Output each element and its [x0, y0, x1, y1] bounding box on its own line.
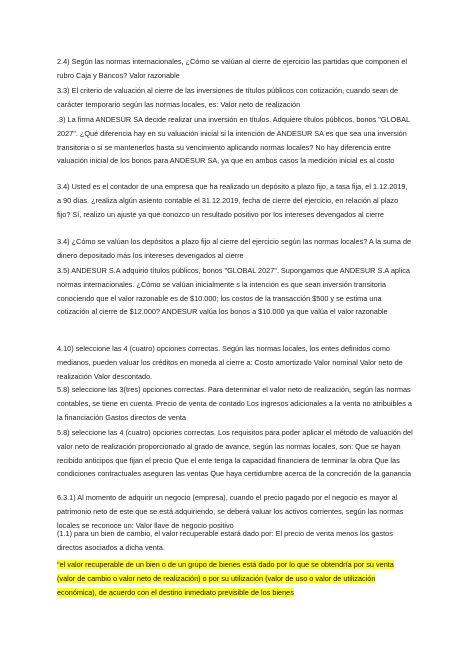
paragraph-3-3: 3.3) El criterio de valuación al cierre de las inversiones de títulos públicos con cotización, cuando sean de carácter temporario según las normas locales, es: Valor neto de realización — [57, 86, 399, 109]
paragraph-3-4-plazo-fijo: 3.4) Usted es el contador de una empresa que ha realizado un depósito a plazo fijo, a tasa fija, el 1.12.2019, a 90 días. ¿realiza algún asiento contable el 31.12.2019, fecha de cierre del ejercicio, en relación al plazo fijo? Sí, realizo un ajuste ya que conozco un resultado positivo por los intereses devengados al cierre — [57, 182, 408, 219]
highlighted-quote-text: "el valor recuperable de un bien o de un grupo de bienes está dado por lo que se obtendría por su venta (valor de cambio o valor neto de realización) o por su utilización (valor de uso o valor de utilización económica), de acuerdo con el destino inmediato previsible de los bienes — [57, 560, 394, 597]
paragraph-5-8-requisitos: 5.8) seleccione las 4 (cuatro) opciones correctas. Los requisitos para poder aplicar el método de valuación del valor neto de realización proporcionado al grado de avance, según las normas locales, son: Que se hayan recibido anticipos que fijan el precio Que el ente tenga la capacidad financiera de terminar la obra Que las condiciones contractuales aseguren las ventas Que haya certidumbre acerca de la concreción de la ganancia — [57, 428, 413, 479]
paragraph-3-5: 3.5) ANDESUR S.A adquirió títulos públicos, bonos "GLOBAL 2027". Supongamos que ANDESUR S.A aplica normas internacionales. ¿Cómo se valúan inicialmente s la intención es que sean inversión transitoria conociendo que el valor razonable es de $10.000; los costos de la transacción $500 y se estima una cotización al cierre de $12.000? ANDESUR valúa los bonos a $10.000 ya que valúa el valor razonable — [57, 266, 410, 317]
paragraph-1-1: (1.1) para un bien de cambio, el valor recuperable estará dado por: El precio de venta menos los gastos directos asociados a dicha venta. — [57, 529, 393, 552]
paragraph-3-4-valuacion: 3.4) ¿Cómo se valúan los depósitos a plazo fijo al cierre del ejercicio según las normas locales? A la suma de dinero depositado más los intereses devengados al cierre — [57, 237, 412, 260]
paragraph-2-4: 2.4) Según las normas internacionales, ¿Cómo se valúan al cierre de ejercicio las partidas que componen el rubro Caja y Bancos? Valor razonable — [57, 57, 408, 80]
paragraph-andesur-inversion: .3) La firma ANDESUR SA decide realizar una inversión en títulos. Adquiere títulos públicos, bonos "GLOBAL 2027". ¿Qué diferencia hay en su valuación inicial si la intención de ANDESUR SA es que sea una inversión transitoria o si se mantenerlos hasta su vencimiento aplicando normas locales? No hay diferencia entre valuación inicial de los bonos para ANDESUR SA, ya que en ambos casos la medición inicial es al costo — [57, 115, 410, 166]
highlighted-quote — [57, 558, 413, 599]
paragraph-6-3-1: 6.3.1) Al momento de adquirir un negocio (empresa), cuando el precio pagado por el negocio es mayor al patrimonio neto de este que se está adquiriendo, se deberá valuar los activos corrientes, según las normas locales se reconoce un: Valor llave de negocio positivo — [57, 493, 404, 530]
paragraph-5-8-vnr: 5.8) seleccione las 3(tres) opciones correctas. Para determinar el valor neto de realización, según las normas contables, se tiene en cuenta. Precio de venta de contado Los ingresos adicionales a la venta no atribuibles a la financiación Gastos directos de venta — [57, 385, 412, 422]
paragraph-4-10: 4.10) seleccione las 4 (cuatro) opciones correctas. Según las normas locales, los entes definidos como medianos, pueden valuar los créditos en moneda al cierre a: Costo amortizado Valor nominal Valor neto de realización Valor descontado. — [57, 344, 403, 381]
